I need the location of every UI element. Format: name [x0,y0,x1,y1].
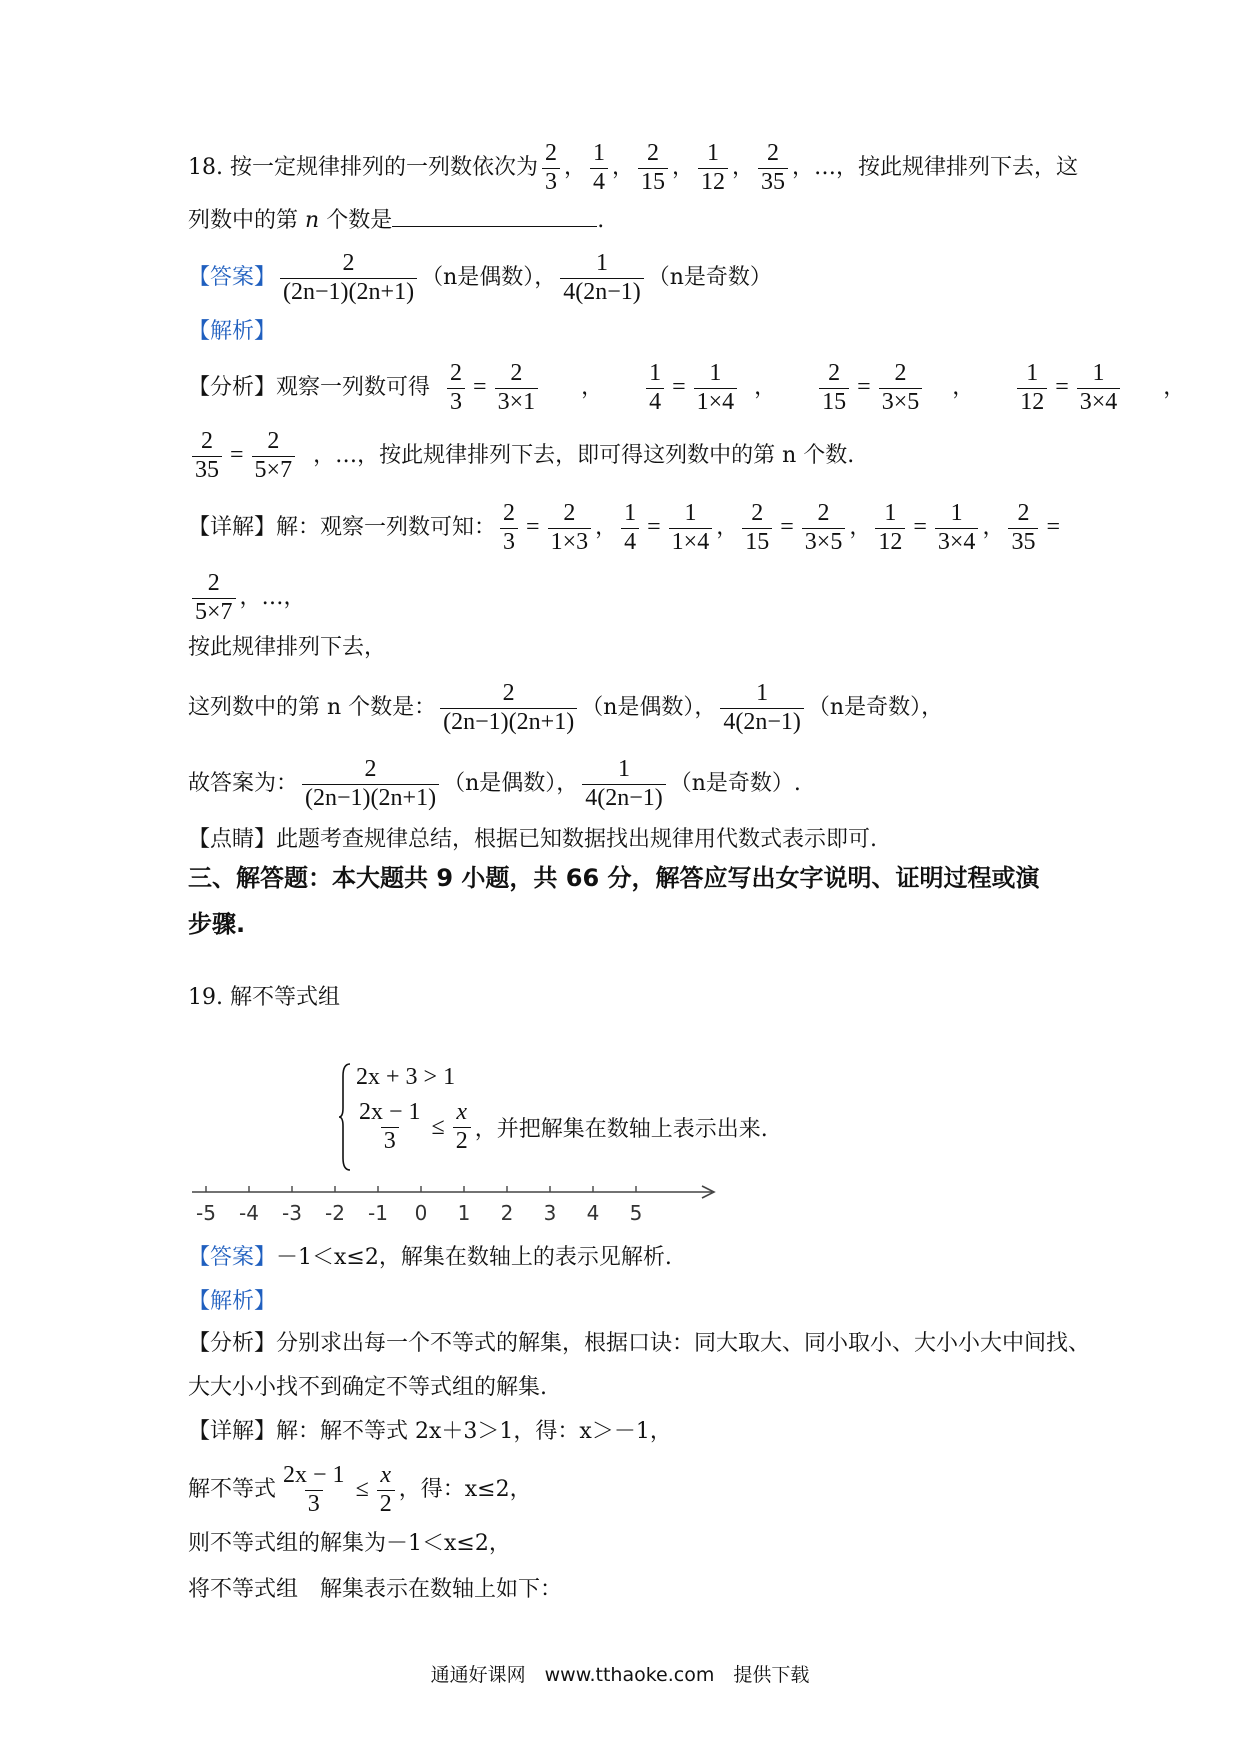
answer-tag: 【答案】 [188,265,277,291]
question-18-line2: 列数中的第 n 个数是 . [188,208,605,233]
sequence-fraction: $\frac{2}{15}$ [638,140,668,196]
xiangjie-18-line2: $\frac{2}{5\times 7}$ ，…， [188,570,1080,626]
axis-tick-label: 2 [500,1201,514,1225]
xiangjie-18-nth: 这列数中的第 n 个数是： $\frac{2}{(2n-1)(2n+1)}$ （n是偶数）， $\frac{1}{4(2n-1)}$ （n是奇数）， [188,680,944,735]
sequence-fraction: $\frac{2}{35}$ [758,140,788,196]
inequality-1: 2x + 3 > 1 [356,1064,456,1090]
inequality-system [356,1064,768,1155]
analysis-tag-19: 【解析】 [188,1289,277,1314]
answer-18: 【答案】 $\frac{2}{(2n-1)(2n+1)}$ （n是偶数）， $\frac{1}{4(2n-1)}$ （n是奇数） [188,250,772,305]
xiangjie-19-line4: 将不等式组 解集表示在数轴上如下： [188,1577,563,1602]
axis-tick-label: 1 [457,1201,471,1225]
fenxi-19-line1: 【分析】分别求出每一个不等式的解集，根据口诀：同大取大、同小取小、大小小大中间找、 [188,1331,1091,1356]
xiangjie-18-line3: 按此规律排列下去， [188,635,387,660]
brace-icon [338,1062,352,1172]
sequence-fraction: $\frac{1}{12}$ [698,140,728,196]
footer: 通通好课网 www.tthaoke.com 提供下载 [430,1664,810,1686]
axis-tick-label: -5 [196,1201,216,1225]
sequence-fraction: $\frac{1}{4}$ [590,140,608,196]
question-19-prefix: 19. 解不等式组 [188,985,340,1010]
answer-blank[interactable] [392,206,597,227]
axis-tick-label: -1 [368,1201,388,1225]
axis-tick-label: -2 [325,1201,345,1225]
xiangjie-19-line1: 【详解】解：解不等式 2x＋3＞1，得：x＞－1， [188,1419,672,1444]
axis-tick-label: -4 [239,1201,259,1225]
fenxi-19-line2: 大大小小找不到确定不等式组的解集. [188,1375,547,1400]
xiangjie-19-line2: 解不等式 $\frac{2x - 1}{3}$ ≤ $\frac{x}{2}$ ，得：x≤2， [188,1462,532,1517]
answer-19: 【答案】－1＜x≤2，解集在数轴上的表示见解析. [188,1245,672,1270]
axis-tick-label: -3 [282,1201,302,1225]
sequence-fraction: $\frac{2}{3}$ [542,140,560,196]
analysis-tag: 【解析】 [188,319,277,344]
question-18-prefix: 18. 按一定规律排列的一列数依次为 [188,155,538,181]
axis-tick-label: 0 [414,1201,428,1225]
inequality-2: $\frac{2x - 1}{3}$ ≤ $\frac{x}{2}$ ，并把解集在数轴上表示出来. [359,1099,768,1154]
fenxi-18-line2: $\frac{2}{35}$ = $\frac{2}{5\times 7}$ ，…，按此规律排列下去，即可得这列数中的第 n 个数. [188,428,1080,484]
xiangjie-18-line1: 【详解】解：观察一列数可知： $\frac{2}{3}$ = $\frac{2}{1\times 3}$ ， $\frac{1}{4}$ = $\frac{1}{1\times 4}$ ， $\frac{2}{15}$ = $\frac{2}{3\times 5}$ ， $\frac{1}{12}$ = $\frac{1}{3\times 4}$ ， $\frac{2}{35}$ = [188,500,1060,555]
number-axis [186,1172,726,1238]
axis-tick-label: 5 [629,1201,643,1225]
axis-tick-label: 4 [586,1201,600,1225]
axis-tick-label: 3 [543,1201,557,1225]
dianjing-18: 【点睛】此题考查规律总结，根据已知数据找出规律用代数式表示即可. [188,827,877,852]
section-3-heading: 三、解答题：本大题共 9 小题，共 66 分，解答应写出女字说明、证明过程或演 步骤. [188,864,1040,938]
question-18-line1: 18. 按一定规律排列的一列数依次为 $\frac{2}{3}$ ， $\frac{1}{4}$ ， $\frac{2}{15}$ ， $\frac{1}{12}$ ， $\frac{2}{35}$ ，…，按此规律排列下去，这 [188,140,1079,195]
fenxi-18-line1: 【分析】观察一列数可得 $\frac{2}{3}$ = $\frac{2}{3\times 1}$ ， $\frac{1}{4}$ = $\frac{1}{1\times 4}$ ， $\frac{2}{15}$ = $\frac{2}{3\times 5}$ ， $\frac{1}{12}$ = $\frac{1}{3\times 4}$ ， [188,360,1186,415]
xiangjie-19-line3: 则不等式组的解集为－1＜x≤2， [188,1531,511,1556]
xiangjie-18-final: 故答案为： $\frac{2}{(2n-1)(2n+1)}$ （n是偶数）， $\frac{1}{4(2n-1)}$ （n是奇数）. [188,756,801,811]
